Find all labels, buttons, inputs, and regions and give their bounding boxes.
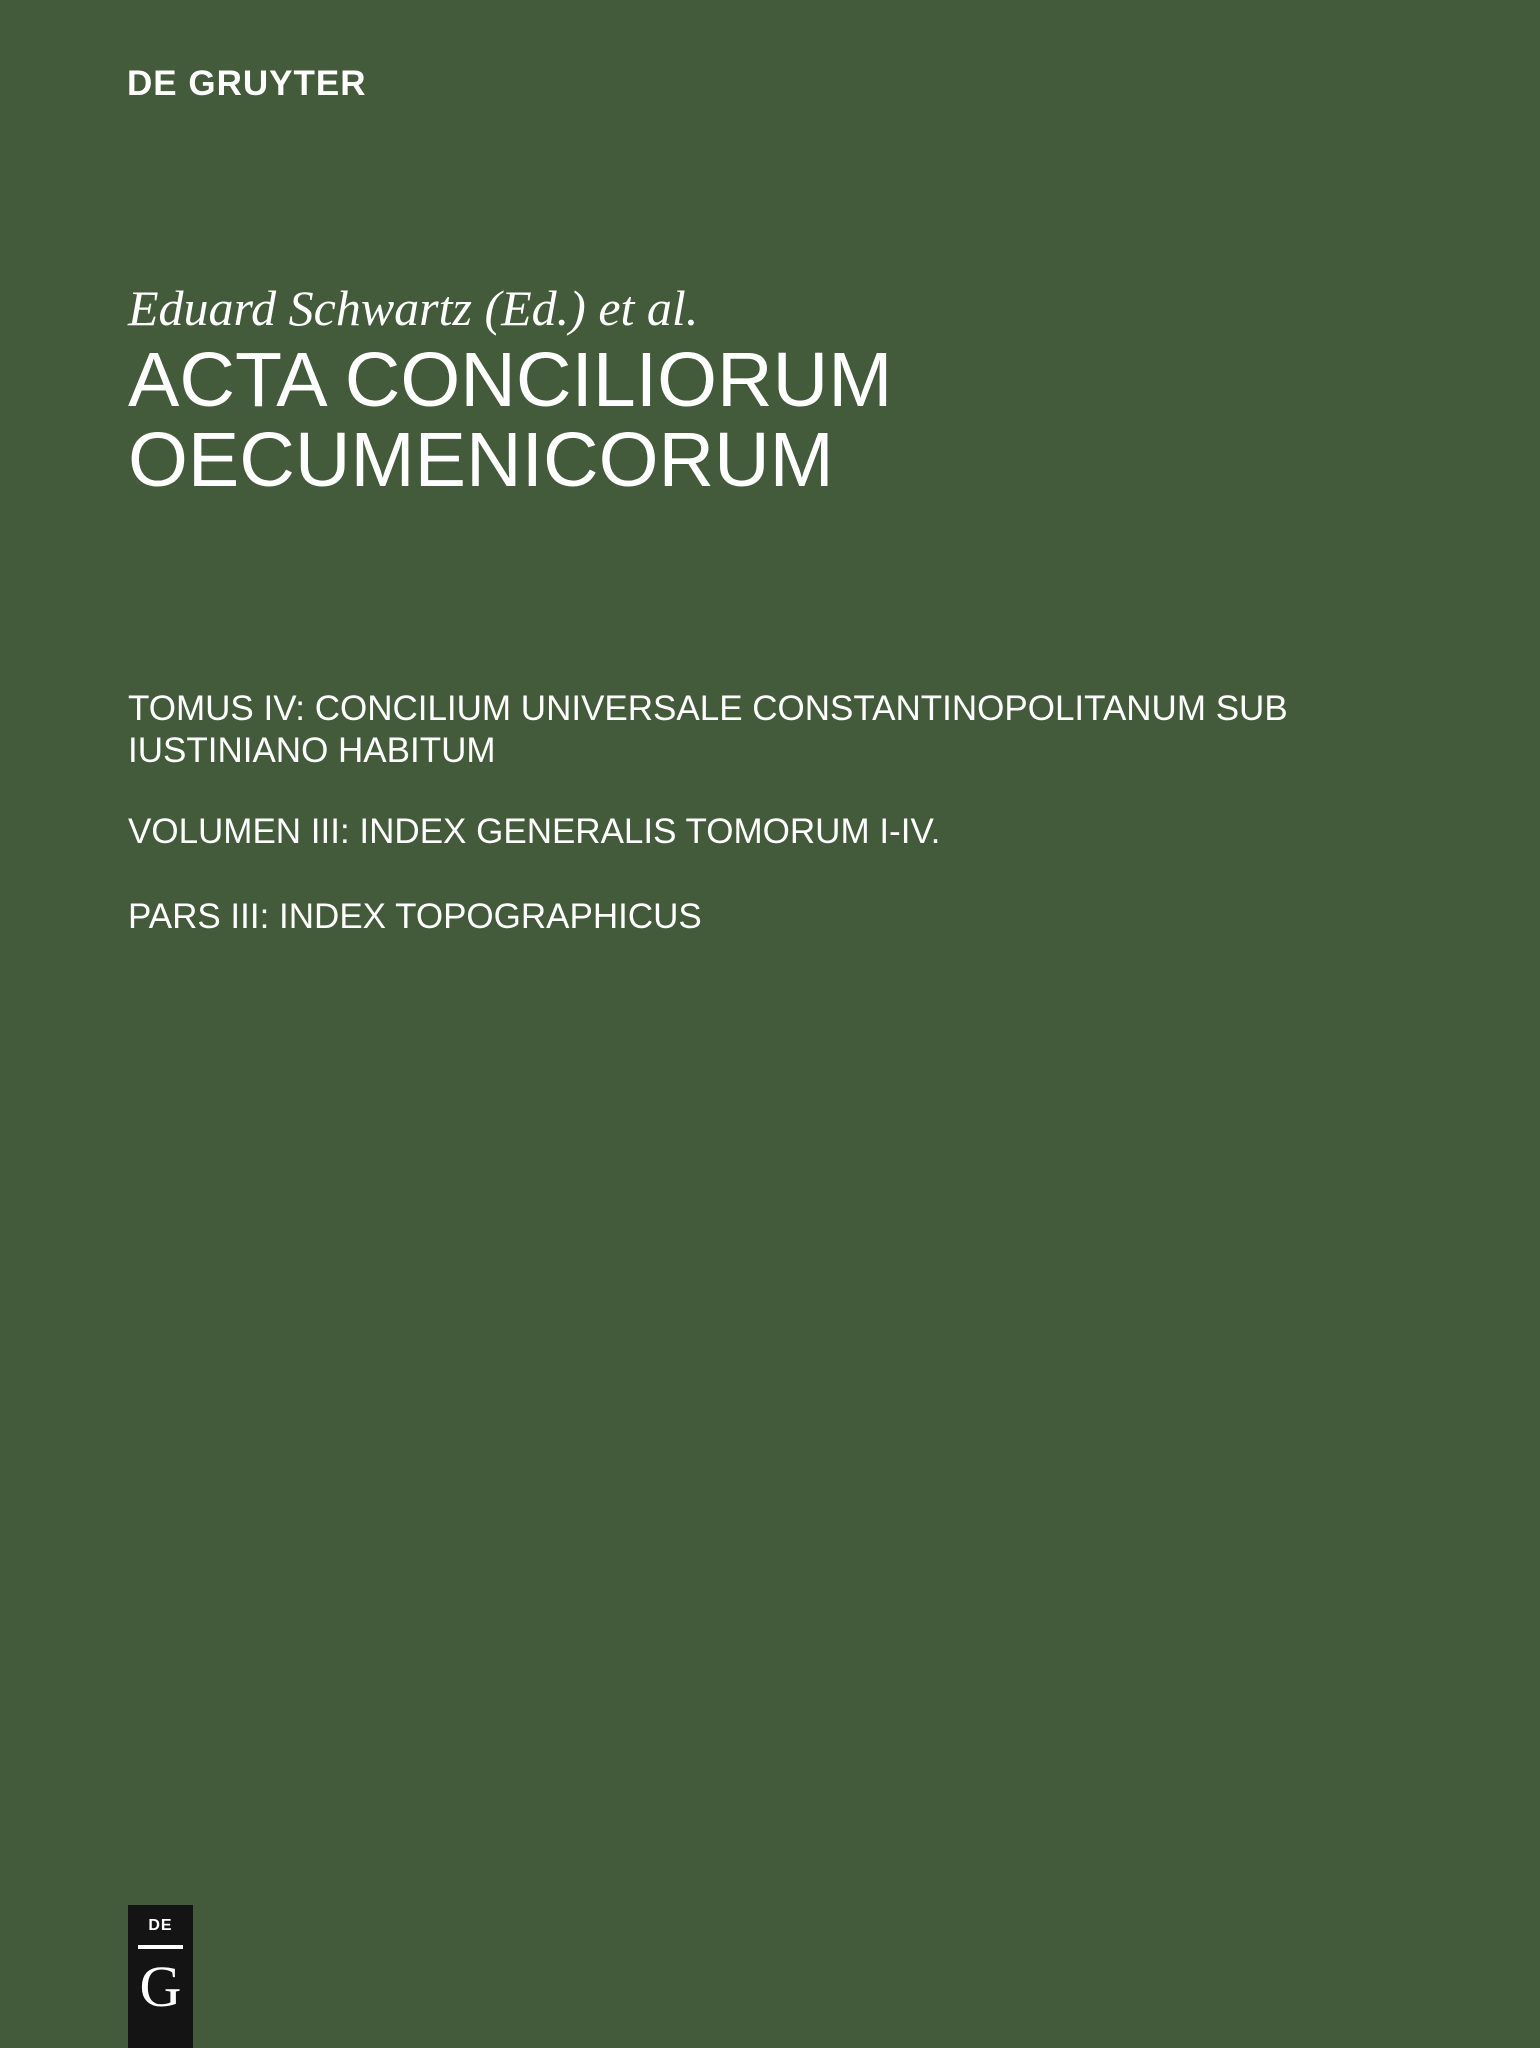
publisher-name: DE GRUYTER [127,64,367,103]
tomus-line-1: TOMUS IV: CONCILIUM UNIVERSALE CONSTANTINOPOLITANUM SUB [128,689,1288,728]
logo-divider [138,1945,183,1949]
tomus-line-2: IUSTINIANO HABITUM [128,731,496,770]
editor-line: Eduard Schwartz (Ed.) et al. [128,280,699,336]
logo-g-letter: G [139,1954,182,2019]
volumen-heading: VOLUMEN III: INDEX GENERALIS TOMORUM I-IV. [128,812,941,851]
pars-heading: PARS III: INDEX TOPOGRAPHICUS [128,897,702,936]
title-line-1: ACTA CONCILIORUM [128,337,893,423]
publisher-logo [128,1905,193,2048]
title-line-2: OECUMENICORUM [128,417,834,503]
logo-de-text: DE [148,1917,173,1934]
book-title [128,337,893,503]
tomus-heading [128,688,1288,772]
